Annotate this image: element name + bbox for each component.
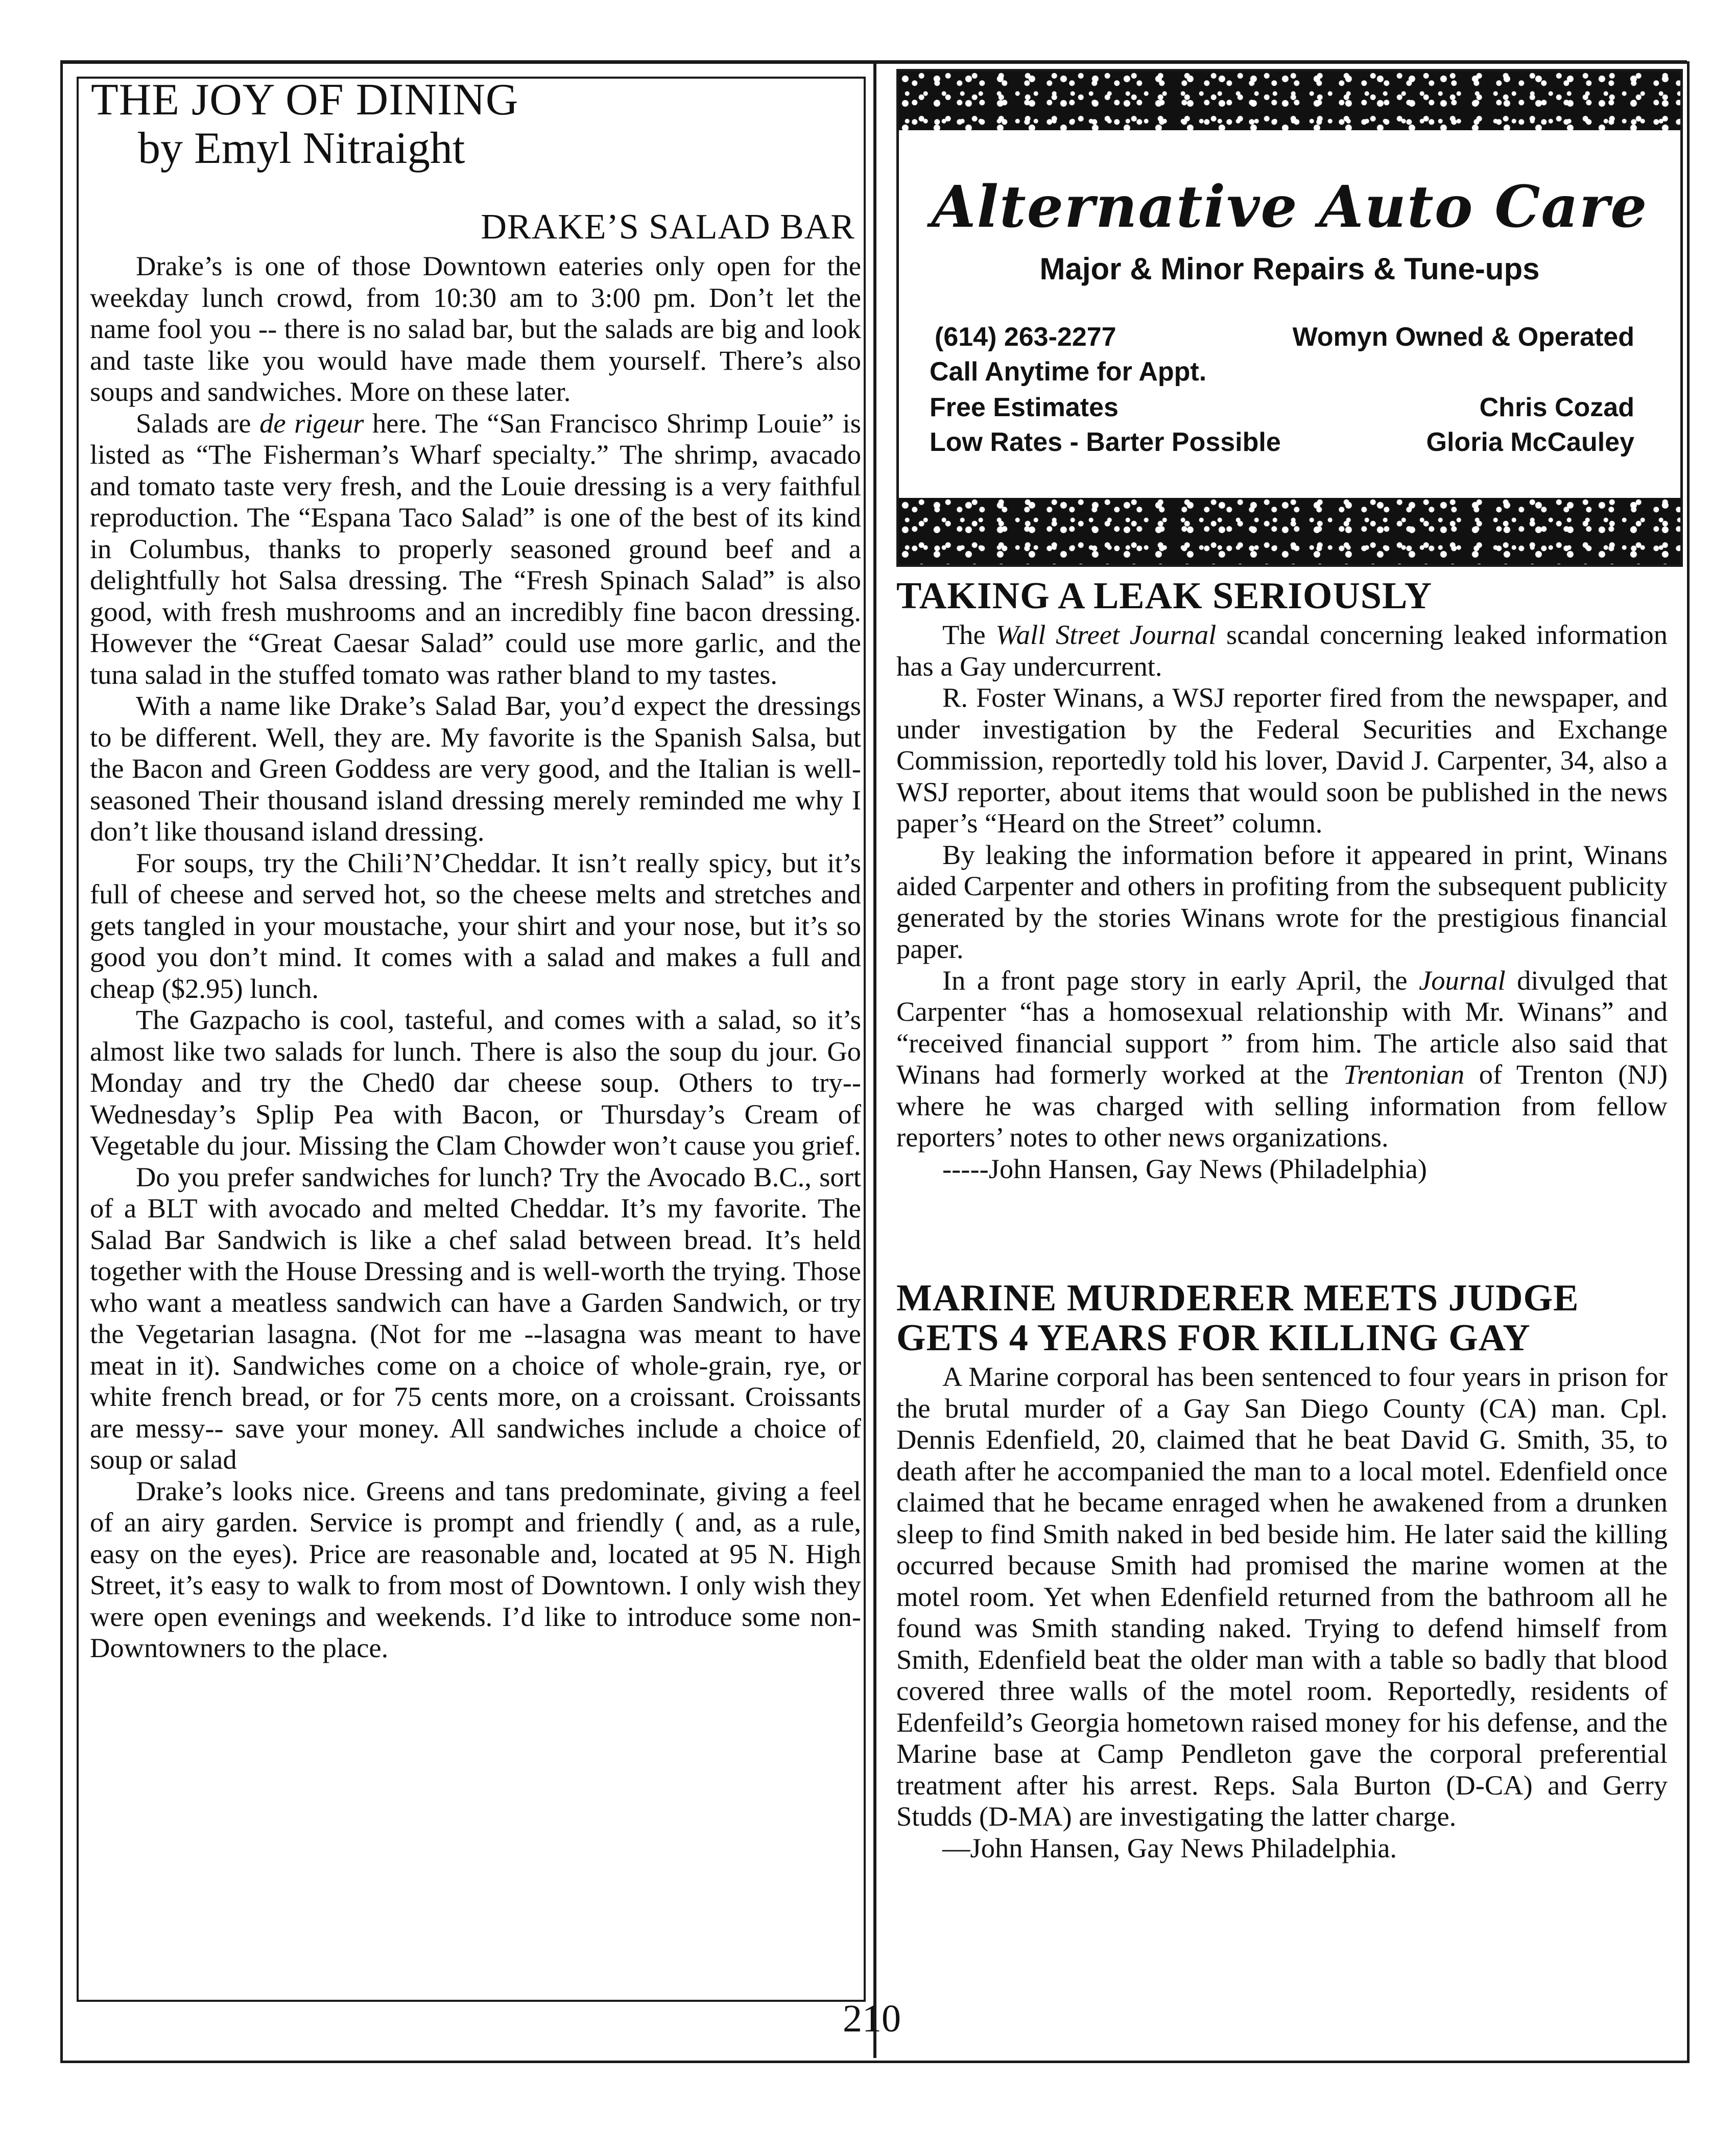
leak-paragraph: By leaking the information before it appeared in print, Winans aided Carpenter and others in profiting from the subsequent publicity generated by the stories Winans wrote for the prestigious financial paper. bbox=[896, 839, 1668, 964]
ad-phone: (614) 263-2277 bbox=[935, 322, 1116, 352]
ad-estimates: Free Estimates bbox=[930, 393, 1119, 422]
review-paragraph: The Gazpacho is cool, tasteful, and comes with a salad, so it’s almost like two salads for lunch. There is also the soup du jour. Go Monday and try the Ched0 dar cheese soup. Others to try-- Wednesday’s Splip Pea with Bacon, or Thursday’s Cream of Vegetable du jour. Missing the Clam Chowder won’t cause you grief. bbox=[90, 1004, 861, 1161]
leak-paragraph: The Wall Street Journal scandal concerning leaked information has a Gay undercurrent. bbox=[896, 619, 1668, 682]
marine-article bbox=[896, 1279, 1668, 1863]
review-heading: DRAKE’S SALAD BAR bbox=[481, 207, 855, 247]
column-divider bbox=[873, 64, 876, 2058]
marine-heading-line-2: GETS 4 YEARS FOR KILLING GAY bbox=[896, 1317, 1531, 1359]
leak-paragraph: In a front page story in early April, the Journal divulged that Carpenter “has a homosexual relationship with Mr. Winans” and “received financial support ” from him. The article also said that Winans had formerly worked at the Trentonian of Trenton (NJ) where he was charged with selling information from fellow reporters’ notes to other news organizations. bbox=[896, 964, 1668, 1153]
review-paragraph: Do you prefer sandwiches for lunch? Try the Avocado B.C., sort of a BLT with avocado and melted Cheddar. It’s my favorite. The Salad Bar Sandwich is like a chef salad between bread. It’s held together with the House Dressing and is well-worth the trying. Those who want a meatless sandwich can have a Garden Sandwich, or try the Vegetarian lasagna. (Not for me --lasagna was meant to have meat in it). Sandwiches come on a choice of whole-grain, rye, or white french bread, or for 75 cents more, on a croissant. Croissants are messy-- save your money. All sandwiches include a choice of soup or salad bbox=[90, 1161, 861, 1475]
ad-appointment: Call Anytime for Appt. bbox=[930, 357, 1207, 387]
ad-contact-2: Gloria McCauley bbox=[1426, 427, 1634, 457]
leak-heading: TAKING A LEAK SERIOUSLY bbox=[896, 575, 1433, 617]
ad-services: Major & Minor Repairs & Tune-ups bbox=[1039, 252, 1540, 286]
leak-credit: -----John Hansen, Gay News (Philadelphia) bbox=[942, 1153, 1427, 1184]
review-paragraph: Drake’s is one of those Downtown eateries only open for the weekday lunch crowd, from 10:30 am to 3:00 pm. Don’t let the name fool you -- there is no salad bar, but the salads are big and look and taste like you would have made them yourself. There’s also soups and sandwiches. More on these later. bbox=[90, 250, 861, 407]
ad-contact-1: Chris Cozad bbox=[1479, 393, 1634, 422]
review-body bbox=[90, 250, 861, 1664]
marine-paragraph: A Marine corporal has been sentenced to four years in prison for the brutal murder of a Gay San Diego County (CA) man. Cpl. Dennis Edenfield, 20, claimed that he beat David G. Smith, 35, to death after he accompanied the man to a local motel. Edenfield once claimed that he became enraged when he awakened from a drunken sleep to find Smith naked in bed beside him. He later said the killing occurred because Smith had promised the marine women at the motel room. Yet when Edenfield returned from the bathroom all he found was Smith standing naked. Trying to defend himself from Smith, Edenfield beat the older man with a table so badly that blood covered three walls of the motel room. Reportedly, residents of Edenfeild’s Georgia hometown raised money for his defense, and the Marine base at Camp Pendleton gave the corporal preferential treatment after his arrest. Reps. Sala Burton (D-CA) and Gerry Studds (D-MA) are investigating the latter charge. bbox=[896, 1361, 1668, 1832]
auto-care-advertisement bbox=[896, 69, 1683, 567]
marine-credit: —John Hansen, Gay News Philadelphia. bbox=[942, 1832, 1397, 1863]
review-paragraph: Salads are de rigeur here. The “San Francisco Shrimp Louie” is listed as “The Fisherman’s Wharf specialty.” The shrimp, avacado and tomato taste very fresh, and the Louie dressing is a very faithful reproduction. The “Espana Taco Salad” is one of the best of its kind in Columbus, thanks to properly seasoned ground beef and a delightfully hot Salsa dressing. The “Fresh Spinach Salad” is also good, with fresh mushrooms and an incredibly fine bacon dressing. However the “Great Caesar Salad” could use more garlic, and the tuna salad in the stuffed tomato was rather bland to my tastes. bbox=[90, 407, 861, 690]
marine-body bbox=[896, 1361, 1668, 1863]
review-paragraph: With a name like Drake’s Salad Bar, you’d expect the dressings to be different. Well, they are. My favorite is the Spanish Salsa, but the Bacon and Green Goddess are very good, and the Italian is well-seasoned Their thousand island dressing merely reminded me why I don’t like thousand island dressing. bbox=[90, 690, 861, 847]
ad-ownership: Womyn Owned & Operated bbox=[1292, 322, 1634, 352]
review-paragraph: For soups, try the Chili’N’Cheddar. It isn’t really spicy, but it’s full of cheese and served hot, so the cheese melts and stretches and gets tangled in your moustache, your shirt and your nose, but it’s so good you don’t mind. It comes with a salad and makes a full and cheap ($2.95) lunch. bbox=[90, 847, 861, 1004]
column-byline: by Emyl Nitraight bbox=[138, 124, 465, 173]
ad-ornament-bottom bbox=[899, 498, 1680, 564]
ad-rates: Low Rates - Barter Possible bbox=[930, 427, 1281, 457]
marine-heading-line-1: MARINE MURDERER MEETS JUDGE bbox=[896, 1277, 1579, 1319]
leak-body bbox=[896, 619, 1668, 1184]
ad-business-name: Alternative Auto Care bbox=[931, 174, 1648, 241]
leak-article bbox=[896, 577, 1668, 1184]
page-number: 210 bbox=[843, 1997, 901, 2040]
review-paragraph: Drake’s looks nice. Greens and tans predominate, giving a feel of an airy garden. Service is prompt and friendly ( and, as a rule, easy on the eyes). Price are reasonable and, located at 95 N. High Street, it’s easy to walk to from most of Downtown. I only wish they were open evenings and weekends. I’d like to introduce some non-Downtowners to the place. bbox=[90, 1475, 861, 1663]
column-title: THE JOY OF DINING bbox=[91, 75, 519, 125]
leak-paragraph: R. Foster Winans, a WSJ reporter fired from the newspaper, and under investigation by the Federal Securities and Exchange Commission, reportedly told his lover, David J. Carpenter, 34, also a WSJ reporter, about items that would soon be published in the news paper’s “Heard on the Street” column. bbox=[896, 682, 1668, 839]
ad-ornament-top bbox=[899, 71, 1680, 130]
